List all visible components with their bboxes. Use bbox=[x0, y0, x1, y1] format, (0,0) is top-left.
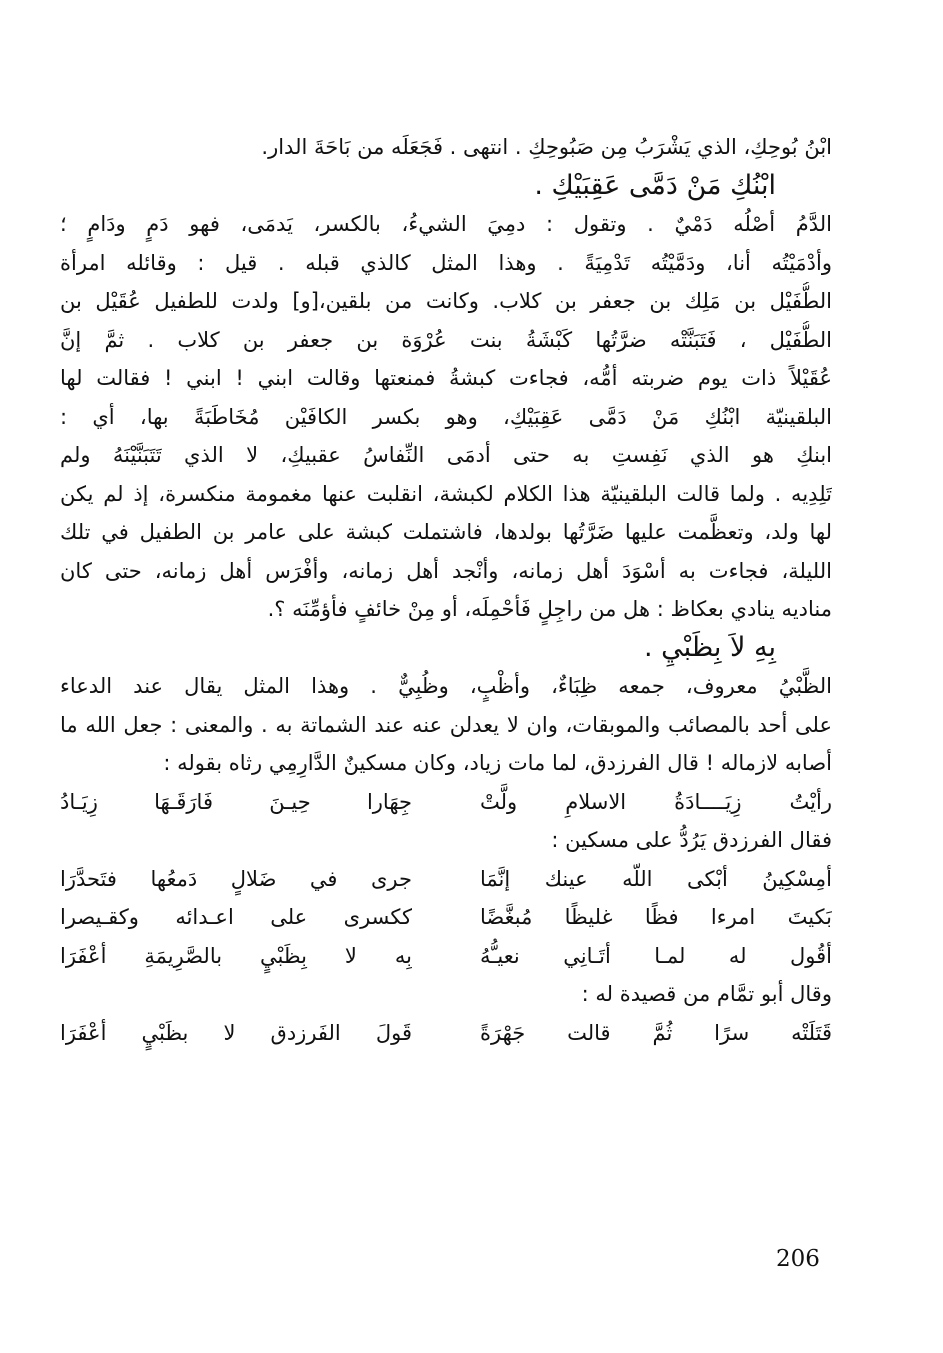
text-line: ابنكِ هو الذي نَفِستِ به حتى أدمَى النِّفاسُ عقبيكِ، لا الذي تَتَبَنَّيْنَهُ ولم bbox=[60, 443, 832, 467]
text-line: تَلِدِيه . ولما قالت البلقينيّة هذا الكلام لكبشة، انقلبت عنها مغمومة منكسرة، إذ لم يكن bbox=[60, 481, 832, 506]
text-line: على أحد بالمصائب والموبقات، وان لا يعدلن عنه عند الشماتة به . والمعنى : جعل الله ما bbox=[60, 712, 832, 737]
verse-line bbox=[60, 860, 832, 899]
text-line: البلقينيّة ابْنُكِ مَنْ دَمَّى عَقِبَيْكِ، وهو بكسر الكافَيْن مُخَاطَبَةً بها، أي : bbox=[60, 404, 832, 429]
text-line: الليلة، فجاءت به أسْوَدَ أهل زمانه، وأنْجد أهل زمانه، وأفْرَس أهل زمانه، حتى كان bbox=[60, 558, 832, 583]
verse-first-hemistich: بَكيتَ امرءا فظًا غليظًا مُبغَّضًا bbox=[480, 905, 832, 929]
verse-second-hemistich: جِهَارا حِيـنَ فَارَقَـهَا زِيَـادُ bbox=[60, 789, 412, 814]
text-line: أصابه لازماله ! قال الفرزدق، لما مات زياد، وكان مسكينٌ الدَّارِمِي رثاه بقوله : bbox=[163, 751, 832, 775]
text-line: وقال أبو تمَّام من قصيدة له : bbox=[581, 982, 832, 1006]
verse-line bbox=[60, 1014, 832, 1053]
verse-first-hemistich: رأيْتُ زِيَــــادَةُ الاسلامِ ولَّتْ bbox=[480, 789, 832, 814]
text-line: ابْنُ بُوحِكِ، الذي يَشْرَبُ مِن صَبُوحِكِ . انتهى . فَجَعَلَه من بَاحَةَ الدار. bbox=[261, 135, 832, 159]
verse-first-hemistich: قَتَلَتْه سرًا ثُمَّ قالت جَهْرَةً bbox=[480, 1020, 832, 1045]
text-line: مناديه ينادي بعكاظ : هل من راجِلٍ فَأحْمِلَه، أو مِنْ خائفٍ فأؤمِّنَه ؟. bbox=[267, 597, 832, 621]
verse-line bbox=[60, 898, 832, 937]
verse-line bbox=[60, 783, 832, 822]
verse-first-hemistich: أقُول له لمـا أتَـانِي نعيـُّهُ bbox=[480, 943, 832, 968]
document-page bbox=[60, 128, 832, 1052]
proverb-heading: ابْنُكِ مَنْ دَمَّى عَقِبَيْكِ . bbox=[534, 169, 776, 201]
text-line: الطُّفَيْل ، فَتَبَنَّتْه ضرَّتُها كَبْشَةُ بنت عُرْوَة بن جعفر بن كلاب . ثمَّ إنَّ bbox=[60, 327, 832, 352]
verse-first-hemistich: أمِسْكِينُ أبْكى اللّه عينك إنَّمَا bbox=[480, 866, 832, 891]
page-number: 206 bbox=[776, 1246, 820, 1272]
text-line: لها ولد، وتعظَّمت عليها ضَرَّتُها بولدها، فاشتملت كبشة على عامر بن الطفيل في تلك bbox=[60, 520, 832, 544]
verse-line bbox=[60, 937, 832, 976]
proverb-heading: بِهِ لاَ بِظَبْيٍ . bbox=[643, 631, 776, 663]
verse-second-hemistich: قَولَ الفَرزدق لا بظَبْيٍ أعْفَرَا bbox=[60, 1020, 412, 1045]
text-line: فقال الفرزدق يَرُدُّ على مسكين : bbox=[551, 828, 832, 852]
text-line: الظَّبْيُ معروف، جمعه ظِبَاءٌ، وأظْبٍ، وظُبِيٌّ . وهذا المثل يقال عند الدعاء bbox=[60, 674, 832, 698]
text-line: الطُّفَيْل بن مَلِك بن جعفر بن كلاب. وكانت من بلقين،[و] ولدت للطفيل عُقَيْل بن bbox=[60, 289, 832, 313]
verse-second-hemistich: جرى في ضَلالٍ دَمعُها فتَحدَّرَا bbox=[60, 866, 412, 891]
text-line: وأدْمَيْتُه أنا، ودَمَّيْتُه تَدْمِيَةً . وهذا المثل كالذي قبله . قيل : وقائله امرأة bbox=[60, 250, 832, 275]
verse-second-hemistich: ككسرى على اعـدائه وكقـيصرا bbox=[60, 905, 412, 929]
text-line: الدَّمُ أصْلُه دَمْيٌ . وتقول : دمِيَ الشيءُ، بالكسر، يَدمَى، فهو دَمٍ ودَامٍ ؛ bbox=[60, 212, 832, 236]
verse-second-hemistich: بِه لا بِظَبْيٍ بالصَّرِيمَةِ أعْفَرَا bbox=[60, 943, 412, 968]
text-line: عُقَيْلاً ذات يوم ضربته أمُّه، فجاءت كبشةُ فمنعتها وقالت ابني ! ابني ! فقالت لها bbox=[60, 366, 832, 390]
